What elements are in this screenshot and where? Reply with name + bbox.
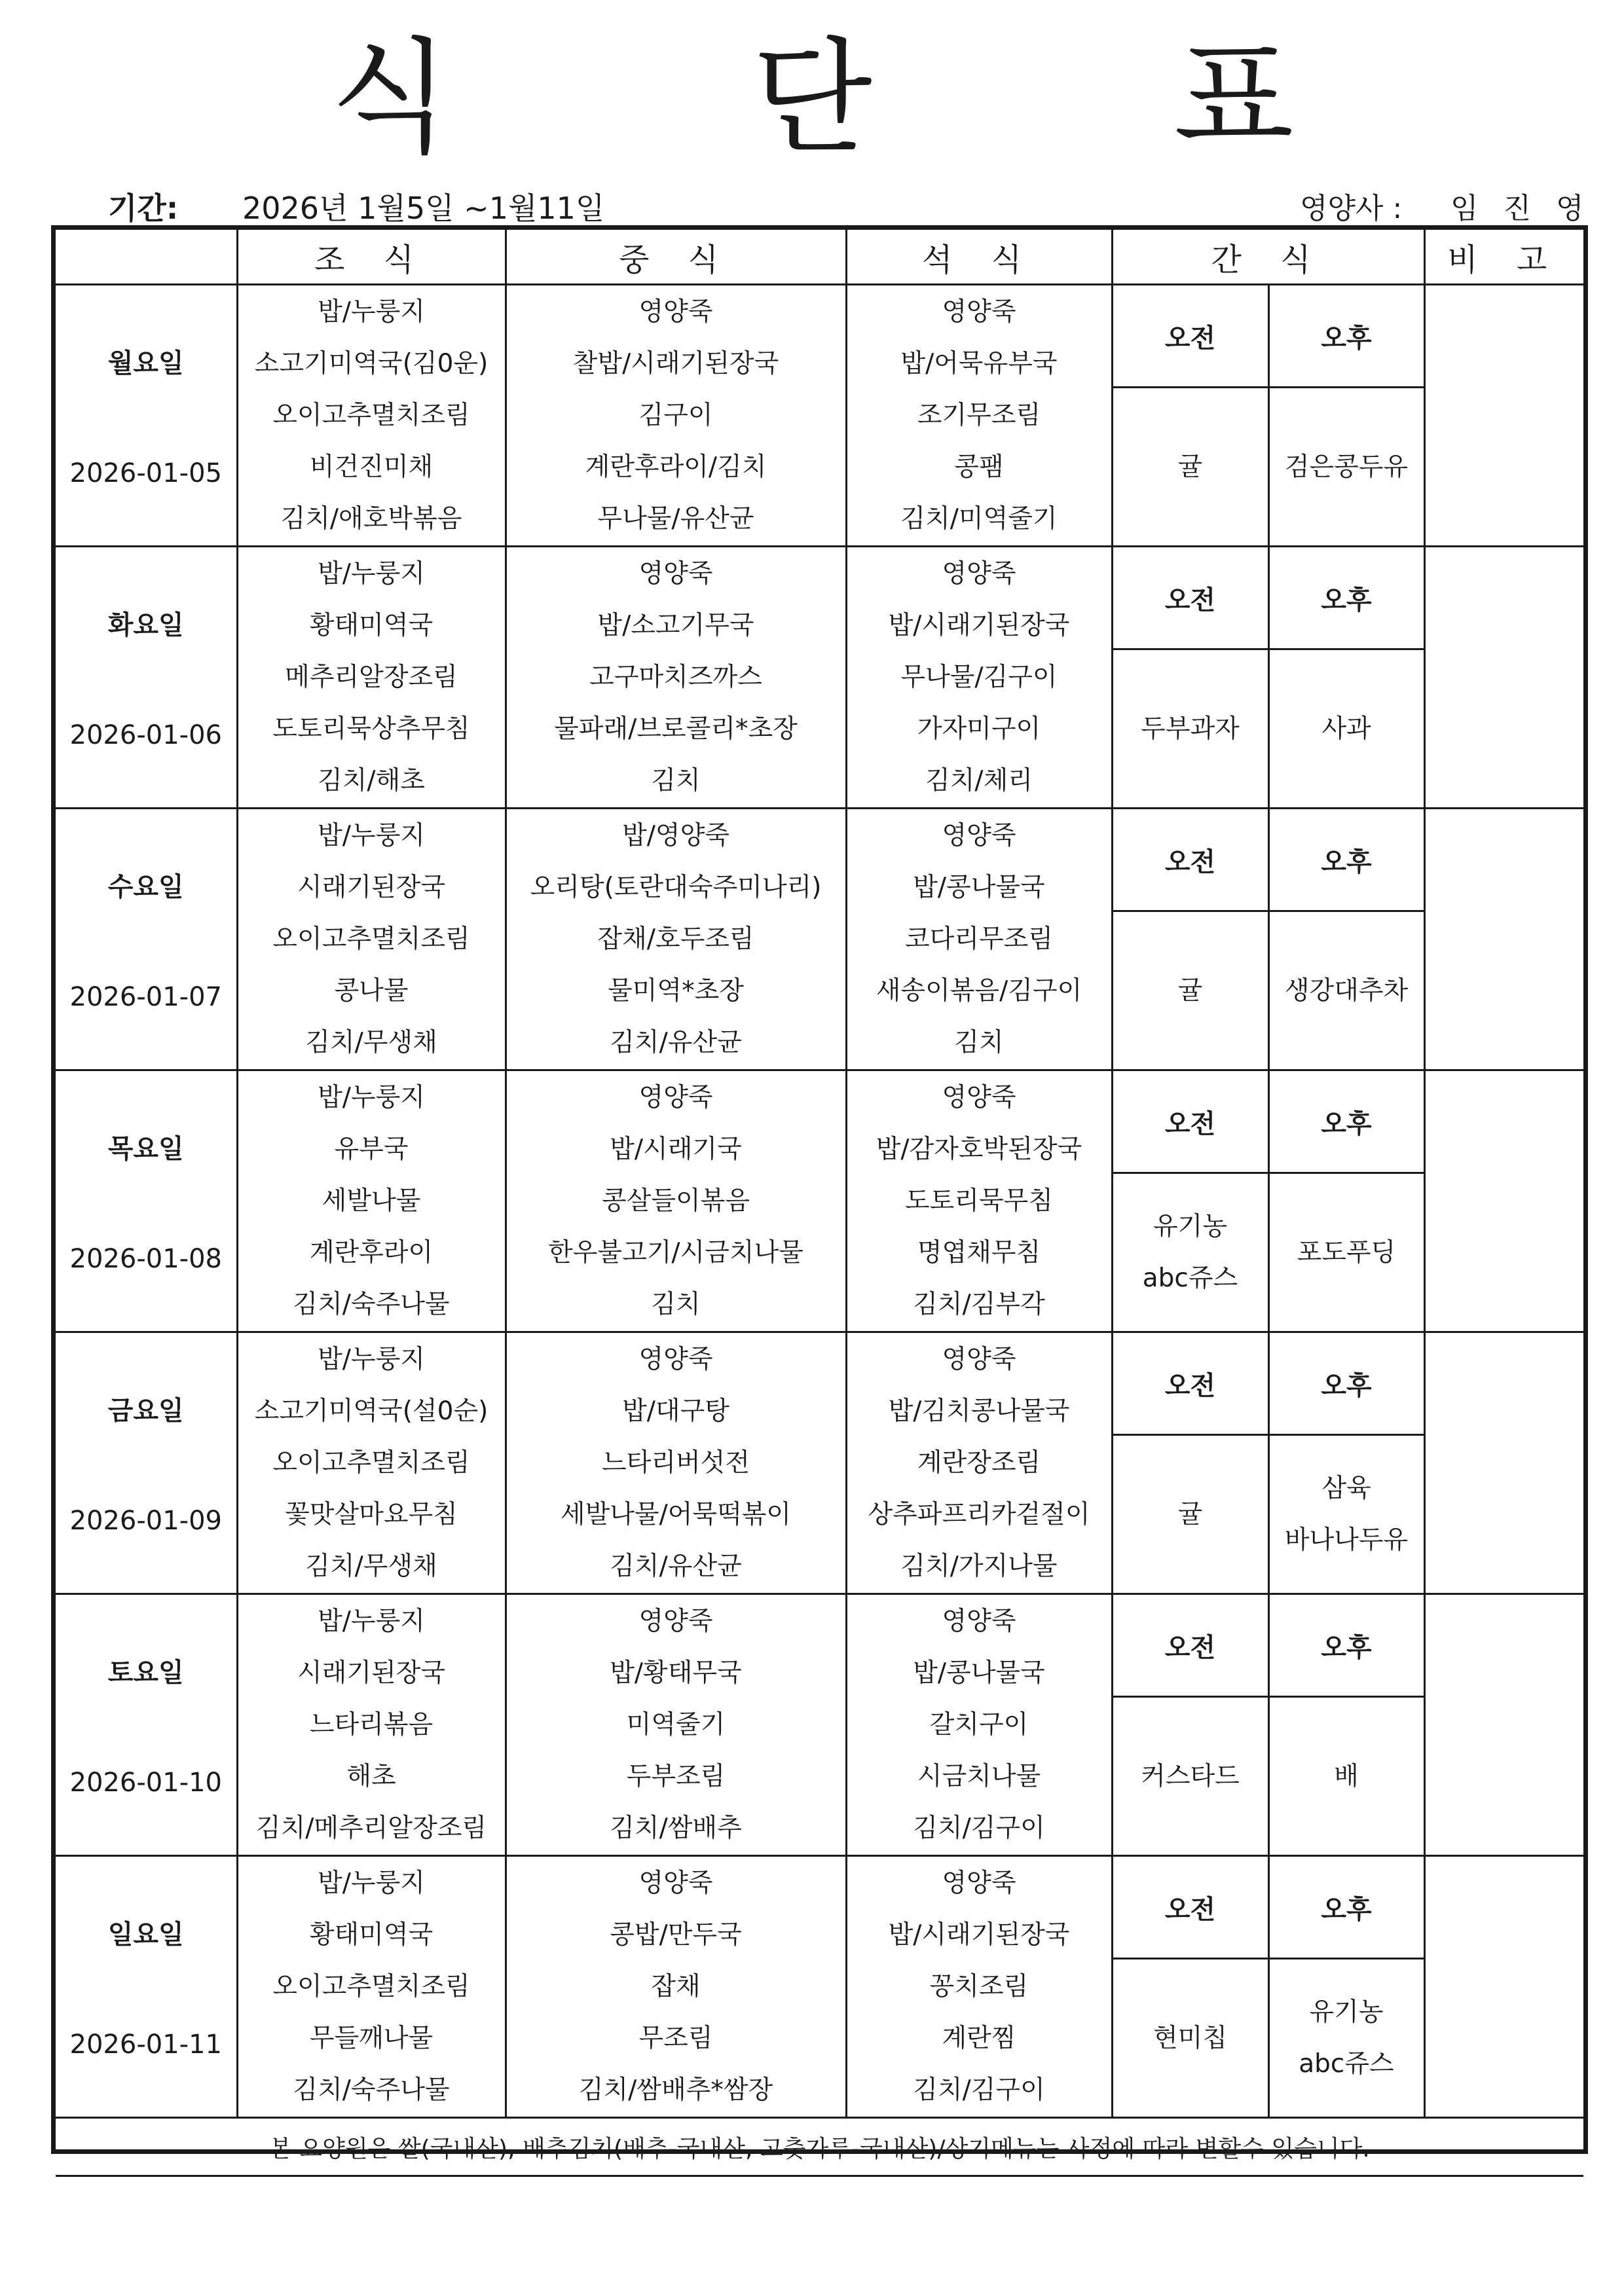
snack-pm-item	[1268, 1697, 1424, 1856]
menu-item: 생강대추차	[1284, 975, 1409, 1006]
period-value: 2026년 1월5일 ~1월11일	[242, 191, 605, 226]
snack-pm-label: 오후	[1268, 1856, 1424, 1959]
menu-item: 김치/체리	[925, 766, 1033, 795]
day-cell	[56, 1856, 237, 2118]
menu-item: 콩밥/만두국	[610, 1920, 742, 1950]
menu-item: 도토리묵무침	[904, 1186, 1054, 1216]
menu-item: 잡채	[651, 1972, 701, 2001]
menu-item: 유기농	[1309, 1997, 1384, 2028]
menu-item: 검은콩두유	[1284, 452, 1409, 482]
menu-item: 황태미역국	[309, 1920, 434, 1950]
snack-am-label: 오전	[1112, 809, 1268, 911]
menu-item: 김치/쌈배추	[610, 1813, 742, 1843]
menu-item: 김구이	[638, 401, 713, 430]
menu-item: 밥/김치콩나물국	[888, 1396, 1070, 1426]
menu-item: 오이고추멸치조림	[272, 924, 470, 954]
footer-notice: 본 요양원은 쌀(국내산), 배추김치(배추-국내산, 고춧가루-국내산)/상기메뉴는 사정에 따라 변할수 있습니다.	[56, 2118, 1583, 2176]
menu-item: 오이고추멸치조림	[272, 1972, 470, 2001]
note-cell	[1424, 1856, 1583, 2118]
menu-item: 영양죽	[942, 821, 1016, 850]
day-name: 일요일	[107, 1920, 184, 1950]
header-day-column	[56, 230, 237, 285]
menu-item: 계란후라이/김치	[585, 452, 767, 482]
day-cell	[56, 1070, 237, 1332]
day-date: 2026-01-08	[69, 1244, 222, 1274]
menu-item: 김치	[954, 1028, 1004, 1057]
menu-item: 김치/숙주나물	[293, 1290, 450, 1319]
menu-item: 김치/김부각	[913, 1290, 1045, 1319]
menu-item: 김치/무생채	[305, 1552, 437, 1581]
day-date: 2026-01-07	[69, 982, 222, 1012]
menu-item: 잡채/호두조림	[597, 924, 754, 954]
day-row	[56, 1856, 1583, 1959]
menu-item: 영양죽	[942, 297, 1016, 327]
day-cell	[56, 285, 237, 547]
menu-item: 밥/누룽지	[318, 1345, 425, 1374]
menu-item: 배	[1334, 1761, 1359, 1791]
menu-item: 갈치구이	[929, 1710, 1029, 1740]
dinner-cell	[846, 547, 1112, 809]
dinner-cell	[846, 1856, 1112, 2118]
menu-item: 밥/시래기국	[610, 1135, 742, 1164]
menu-item: 계란찜	[942, 2024, 1016, 2053]
menu-item: 포도푸딩	[1297, 1237, 1396, 1267]
dinner-cell	[846, 285, 1112, 547]
day-date: 2026-01-09	[69, 1506, 222, 1536]
menu-item: 밥/콩나물국	[913, 1658, 1045, 1688]
menu-item: 김치/김구이	[913, 1813, 1045, 1843]
menu-item: 사과	[1321, 714, 1371, 744]
snack-pm-item	[1268, 1173, 1424, 1332]
snack-pm-item	[1268, 649, 1424, 809]
snack-pm-item	[1268, 388, 1424, 547]
menu-item: 무들깨나물	[309, 2024, 434, 2053]
menu-item: 김치/쌈배추*쌈장	[578, 2075, 773, 2105]
menu-item: 밥/누룽지	[318, 1083, 425, 1112]
day-name: 금요일	[107, 1396, 184, 1426]
menu-item: 콩나물	[334, 976, 409, 1006]
menu-item: 영양죽	[942, 1083, 1016, 1112]
menu-item: 밥/어묵유부국	[900, 349, 1058, 378]
menu-item: 김치/유산균	[610, 1028, 742, 1057]
snack-pm-label: 오후	[1268, 809, 1424, 911]
menu-item: 두부조림	[626, 1762, 726, 1791]
snack-pm-label: 오후	[1268, 285, 1424, 388]
menu-item: 김치/미역줄기	[900, 504, 1058, 534]
day-row	[56, 809, 1583, 911]
menu-item: 영양죽	[942, 1868, 1016, 1898]
menu-item: 해초	[346, 1762, 396, 1791]
menu-item: 세발나물/어묵떡볶이	[560, 1500, 792, 1529]
menu-item: 가자미구이	[917, 714, 1041, 744]
menu-item: 시래기된장국	[297, 873, 446, 902]
lunch-cell	[506, 547, 846, 809]
menu-item: 비건진미채	[309, 452, 434, 482]
day-cell	[56, 809, 237, 1070]
header-snack: 간 식	[1112, 230, 1424, 285]
menu-item: 김치/숙주나물	[293, 2075, 450, 2105]
day-date: 2026-01-11	[69, 2030, 222, 2060]
menu-item: 물파래/브로콜리*초장	[554, 714, 798, 744]
menu-item: 영양죽	[638, 1607, 713, 1636]
lunch-cell	[506, 285, 846, 547]
snack-am-item	[1112, 649, 1268, 809]
snack-pm-label: 오후	[1268, 1594, 1424, 1697]
menu-item: 귤	[1177, 975, 1203, 1006]
dietitian-name: 임 진 영	[1450, 192, 1592, 225]
lunch-cell	[506, 809, 846, 1070]
snack-am-label: 오전	[1112, 1856, 1268, 1959]
snack-pm-item	[1268, 911, 1424, 1070]
menu-item: 조기무조림	[917, 401, 1041, 430]
menu-item: 밥/누룽지	[318, 1607, 425, 1636]
menu-item: 밥/누룽지	[318, 297, 425, 327]
menu-item: 느타리버섯전	[601, 1448, 750, 1478]
menu-table	[56, 230, 1583, 2177]
breakfast-cell	[237, 285, 506, 547]
day-name: 토요일	[107, 1658, 184, 1688]
menu-item: 꽃맛살마요무침	[285, 1500, 458, 1529]
breakfast-cell	[237, 1856, 506, 2118]
menu-item: 밥/누룽지	[318, 1868, 425, 1898]
menu-item: 콩팸	[954, 452, 1004, 482]
menu-item: 김치/메추리알장조림	[255, 1813, 487, 1843]
menu-item: 무조림	[638, 2024, 713, 2053]
day-row	[56, 1594, 1583, 1697]
menu-item: 찰밥/시래기된장국	[572, 349, 779, 378]
dinner-cell	[846, 809, 1112, 1070]
footer-row	[56, 2118, 1583, 2176]
breakfast-cell	[237, 547, 506, 809]
menu-item: 물미역*초장	[608, 976, 744, 1006]
menu-item: 커스타드	[1141, 1761, 1240, 1791]
menu-item: 귤	[1177, 452, 1203, 482]
menu-item: 김치/유산균	[610, 1552, 742, 1581]
breakfast-cell	[237, 809, 506, 1070]
note-cell	[1424, 285, 1583, 547]
day-row	[56, 285, 1583, 388]
header-lunch: 중 식	[506, 230, 846, 285]
lunch-cell	[506, 1594, 846, 1856]
day-date: 2026-01-06	[69, 720, 222, 750]
day-row	[56, 1070, 1583, 1173]
day-row	[56, 1332, 1583, 1435]
snack-am-label: 오전	[1112, 547, 1268, 649]
menu-item: 새송이볶음/김구이	[876, 976, 1082, 1006]
menu-item: 무나물/유산균	[597, 504, 754, 534]
snack-am-label: 오전	[1112, 1332, 1268, 1435]
day-date: 2026-01-10	[69, 1768, 222, 1798]
breakfast-cell	[237, 1070, 506, 1332]
menu-item: 김치	[651, 766, 701, 795]
menu-item: 김치/무생채	[305, 1028, 437, 1057]
menu-item: 밥/시래기된장국	[888, 611, 1070, 640]
page-title: 식 단 표	[330, 26, 1425, 170]
lunch-cell	[506, 1070, 846, 1332]
lunch-cell	[506, 1332, 846, 1594]
menu-item: 한우불고기/시금치나물	[548, 1238, 803, 1267]
snack-pm-label: 오후	[1268, 1070, 1424, 1173]
menu-item: 김치/해초	[318, 766, 425, 795]
header-note: 비 고	[1424, 230, 1583, 285]
menu-item: 삼육	[1321, 1474, 1371, 1504]
dinner-cell	[846, 1332, 1112, 1594]
snack-pm-item	[1268, 1435, 1424, 1594]
snack-am-item	[1112, 911, 1268, 1070]
menu-item: 밥/영양죽	[622, 821, 729, 850]
day-cell	[56, 1594, 237, 1856]
lunch-cell	[506, 1856, 846, 2118]
breakfast-cell	[237, 1594, 506, 1856]
snack-am-label: 오전	[1112, 1594, 1268, 1697]
note-cell	[1424, 1594, 1583, 1856]
menu-item: 유부국	[334, 1135, 409, 1164]
menu-item: 현미칩	[1153, 2023, 1228, 2053]
snack-pm-label: 오후	[1268, 1332, 1424, 1435]
snack-am-item	[1112, 1697, 1268, 1856]
menu-item: 소고기미역국(김0운)	[254, 349, 489, 378]
breakfast-cell	[237, 1332, 506, 1594]
menu-item: 꽁치조림	[929, 1972, 1029, 2001]
header-breakfast: 조 식	[237, 230, 506, 285]
menu-item: abc쥬스	[1142, 1264, 1238, 1294]
day-name: 수요일	[107, 872, 184, 902]
dinner-cell	[846, 1070, 1112, 1332]
menu-item: 밥/시래기된장국	[888, 1920, 1070, 1950]
snack-am-label: 오전	[1112, 1070, 1268, 1173]
menu-item: 김치/애호박볶음	[280, 504, 462, 534]
menu-item: 밥/누룽지	[318, 821, 425, 850]
menu-item: 메추리알장조림	[285, 663, 458, 692]
menu-item: 상추파프리카겉절이	[868, 1500, 1090, 1529]
menu-item: 영양죽	[942, 1345, 1016, 1374]
snack-pm-item	[1268, 1959, 1424, 2118]
menu-item: 콩살들이볶음	[601, 1186, 750, 1216]
menu-item: 밥/소고기무국	[597, 611, 754, 640]
menu-item: 두부과자	[1141, 714, 1240, 744]
menu-item: 오이고추멸치조림	[272, 1448, 470, 1478]
menu-item: 명엽채무침	[917, 1238, 1041, 1267]
snack-am-item	[1112, 1435, 1268, 1594]
note-cell	[1424, 1070, 1583, 1332]
menu-item: 미역줄기	[626, 1710, 726, 1740]
menu-item: 고구마치즈까스	[589, 663, 762, 692]
menu-item: 시금치나물	[917, 1762, 1041, 1791]
menu-item: 밥/황태무국	[610, 1658, 742, 1688]
menu-item: 느타리볶음	[309, 1710, 434, 1740]
menu-item: 유기농	[1153, 1212, 1228, 1242]
menu-item: 김치	[651, 1290, 701, 1319]
menu-item: 소고기미역국(설0순)	[254, 1396, 489, 1426]
menu-item: 시래기된장국	[297, 1658, 446, 1688]
menu-item: 세발나물	[322, 1186, 421, 1216]
snack-am-item	[1112, 1959, 1268, 2118]
menu-item: 영양죽	[638, 1345, 713, 1374]
menu-item: 밥/누룽지	[318, 559, 425, 589]
note-cell	[1424, 1332, 1583, 1594]
menu-item: 귤	[1177, 1499, 1203, 1529]
snack-am-item	[1112, 388, 1268, 547]
menu-item: 황태미역국	[309, 611, 434, 640]
menu-item: 계란장조림	[917, 1448, 1041, 1478]
day-date: 2026-01-05	[69, 458, 222, 488]
menu-item: 영양죽	[638, 559, 713, 589]
menu-item: 김치/가지나물	[900, 1552, 1058, 1581]
dinner-cell	[846, 1594, 1112, 1856]
menu-item: 바나나두유	[1284, 1525, 1409, 1556]
day-row	[56, 547, 1583, 649]
menu-item: 무나물/김구이	[900, 663, 1058, 692]
menu-item: 영양죽	[942, 1607, 1016, 1636]
menu-item: 도토리묵상추무침	[272, 714, 470, 744]
menu-item: 오리탕(토란대숙주미나리)	[530, 873, 822, 902]
menu-item: 영양죽	[638, 1083, 713, 1112]
note-cell	[1424, 547, 1583, 809]
day-name: 화요일	[107, 610, 184, 640]
menu-sheet	[51, 225, 1588, 2162]
menu-item: 밥/감자호박된장국	[876, 1135, 1082, 1164]
header-dinner: 석 식	[846, 230, 1112, 285]
snack-am-label: 오전	[1112, 285, 1268, 388]
menu-item: 영양죽	[638, 297, 713, 327]
menu-item: 코다리무조림	[904, 924, 1054, 954]
menu-item: 영양죽	[942, 559, 1016, 589]
menu-item: 밥/대구탕	[622, 1396, 729, 1426]
day-name: 목요일	[107, 1134, 184, 1164]
menu-item: 영양죽	[638, 1868, 713, 1898]
menu-item: 오이고추멸치조림	[272, 401, 470, 430]
menu-item: 계란후라이	[309, 1238, 434, 1267]
menu-item: 김치/김구이	[913, 2075, 1045, 2105]
dietitian-label: 영양사 :	[1300, 192, 1403, 225]
period-label: 기간:	[108, 191, 179, 226]
note-cell	[1424, 809, 1583, 1070]
header-row	[56, 230, 1583, 285]
snack-am-item	[1112, 1173, 1268, 1332]
day-cell	[56, 1332, 237, 1594]
snack-pm-label: 오후	[1268, 547, 1424, 649]
day-cell	[56, 547, 237, 809]
day-name: 월요일	[107, 348, 184, 378]
menu-item: 밥/콩나물국	[913, 873, 1045, 902]
menu-item: abc쥬스	[1299, 2049, 1394, 2079]
